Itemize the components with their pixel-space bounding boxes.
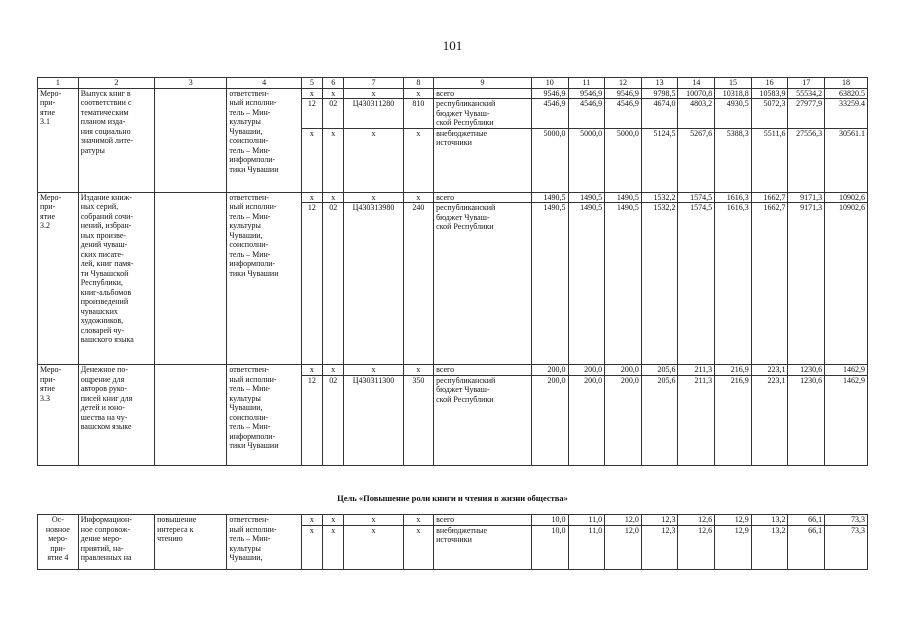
value-cell: 5511,6: [751, 128, 788, 192]
page-number: 101: [442, 38, 463, 53]
value-cell: 1490,5: [568, 192, 605, 203]
col-num: 5: [301, 78, 322, 89]
expense-type-cell: 350: [403, 375, 434, 465]
value-cell: 73,3: [825, 525, 868, 569]
value-cell: 1574,5: [678, 203, 715, 365]
value-cell: 1230,6: [788, 365, 825, 376]
value-cell: 1574,5: [678, 192, 715, 203]
value-cell: 1490,5: [605, 203, 642, 365]
value-cell: 5267,6: [678, 128, 715, 192]
grbs-cell: x: [301, 192, 322, 203]
value-cell: 205,6: [641, 375, 678, 465]
table-row: [38, 88, 868, 99]
measure-purpose: [155, 88, 227, 192]
value-cell: 66,1: [788, 525, 825, 569]
value-cell: 10902,6: [825, 203, 868, 365]
value-cell: 211,3: [678, 375, 715, 465]
value-cell: 1662,7: [751, 203, 788, 365]
section-cell: x: [323, 525, 344, 569]
value-cell: 11,0: [568, 525, 605, 569]
value-cell: 13,2: [751, 515, 788, 526]
col-num: 18: [825, 78, 868, 89]
value-cell: 12,9: [715, 515, 752, 526]
target-article-cell: x: [344, 192, 403, 203]
measure-title: Выпуск книг в соответствии с тематическим планом изда- ния социально значимой лите- ратуры: [78, 88, 154, 192]
value-cell: 4546,9: [531, 99, 568, 129]
value-cell: 13,2: [751, 525, 788, 569]
value-cell: 216,9: [715, 365, 752, 376]
target-article-cell: Ц430311300: [344, 375, 403, 465]
value-cell: 4546,9: [605, 99, 642, 129]
expense-type-cell: x: [403, 525, 434, 569]
value-cell: 4674,0: [641, 99, 678, 129]
value-cell: 200,0: [568, 375, 605, 465]
value-cell: 216,9: [715, 375, 752, 465]
measure-title: Информацион- ное сопровож- дение меро- приятий, на- правленных на: [78, 515, 154, 570]
value-cell: 1662,7: [751, 192, 788, 203]
value-cell: 30561.1: [825, 128, 868, 192]
value-cell: 200,0: [568, 365, 605, 376]
value-cell: 9171,3: [788, 192, 825, 203]
value-cell: 10,0: [531, 515, 568, 526]
value-cell: 12,3: [641, 525, 678, 569]
col-num: 7: [344, 78, 403, 89]
col-num: 12: [605, 78, 642, 89]
value-cell: 200,0: [605, 375, 642, 465]
col-num: 14: [678, 78, 715, 89]
measure-code: Меро- при- ятие 3.1: [38, 88, 79, 192]
value-cell: 33259.4: [825, 99, 868, 129]
measure-purpose: [155, 365, 227, 466]
col-num: 17: [788, 78, 825, 89]
value-cell: 211,3: [678, 365, 715, 376]
value-cell: 12,9: [715, 525, 752, 569]
section-cell: x: [323, 515, 344, 526]
target-article-cell: x: [344, 525, 403, 569]
target-article-cell: Ц430313980: [344, 203, 403, 365]
measure-code: Ос- новное меро- при- ятие 4: [38, 515, 79, 570]
section-cell: x: [323, 192, 344, 203]
goal-heading: Цель «Повышение роли книги и чтения в жизни общества»: [337, 493, 568, 503]
value-cell: 223,1: [751, 365, 788, 376]
value-cell: 1532,2: [641, 192, 678, 203]
value-cell: 12,0: [605, 525, 642, 569]
value-cell: 1490,5: [605, 192, 642, 203]
expense-type-cell: x: [403, 365, 434, 376]
col-num: 13: [641, 78, 678, 89]
target-article-cell: x: [344, 88, 403, 99]
value-cell: 1490,5: [531, 192, 568, 203]
col-num: 4: [227, 78, 301, 89]
grbs-cell: x: [301, 525, 322, 569]
measure-code: Меро- при- ятие 3.3: [38, 365, 79, 466]
section-cell: x: [323, 365, 344, 376]
value-cell: 200,0: [531, 375, 568, 465]
value-cell: 27977,9: [788, 99, 825, 129]
measure-title: Издание книж- ных серий, собраний сочи- нений, избран- ных произве- дений чуваш- ских писате- лей, книг памя- ти Чувашской Республики, книг-альбомов произведений чувашских художников, словарей чу- вашского языка: [78, 192, 154, 365]
value-cell: 9546,9: [568, 88, 605, 99]
value-cell: 4546,9: [568, 99, 605, 129]
funding-source: всего: [434, 88, 532, 99]
grbs-cell: x: [301, 128, 322, 192]
expense-type-cell: 810: [403, 99, 434, 129]
value-cell: 27556,3: [788, 128, 825, 192]
section-cell: 02: [323, 375, 344, 465]
value-cell: 5124,5: [641, 128, 678, 192]
expense-type-cell: x: [403, 192, 434, 203]
grbs-cell: 12: [301, 99, 322, 129]
value-cell: 1532,2: [641, 203, 678, 365]
col-num: 9: [434, 78, 532, 89]
grbs-cell: x: [301, 365, 322, 376]
measure-purpose: повышение интереса к чтению: [155, 515, 227, 570]
table-row: [38, 515, 868, 526]
value-cell: 11,0: [568, 515, 605, 526]
section-cell: x: [323, 128, 344, 192]
value-cell: 1490,5: [568, 203, 605, 365]
expense-type-cell: 240: [403, 203, 434, 365]
main-measure-table: [37, 514, 868, 570]
value-cell: 4803,2: [678, 99, 715, 129]
section-cell: 02: [323, 99, 344, 129]
measure-executor: ответствен- ный исполни- тель – Мин- культуры Чувашии, соисполни- тель – Мин- информполи- тики Чувашии: [227, 88, 301, 192]
grbs-cell: x: [301, 515, 322, 526]
value-cell: 73,3: [825, 515, 868, 526]
expense-type-cell: x: [403, 128, 434, 192]
value-cell: 223,1: [751, 375, 788, 465]
value-cell: 10318,8: [715, 88, 752, 99]
value-cell: 12,3: [641, 515, 678, 526]
funding-source: республиканский бюджет Чуваш- ской Республики: [434, 375, 532, 465]
measure-code: Меро- при- ятие 3.2: [38, 192, 79, 365]
value-cell: 4930,5: [715, 99, 752, 129]
funding-source: республиканский бюджет Чуваш- ской Республики: [434, 99, 532, 129]
section-cell: x: [323, 88, 344, 99]
value-cell: 12,6: [678, 515, 715, 526]
grbs-cell: 12: [301, 203, 322, 365]
grbs-cell: x: [301, 88, 322, 99]
value-cell: 63820.5: [825, 88, 868, 99]
value-cell: 55534,2: [788, 88, 825, 99]
col-num: 15: [715, 78, 752, 89]
table-row: [38, 192, 868, 203]
expense-type-cell: x: [403, 515, 434, 526]
target-article-cell: x: [344, 365, 403, 376]
value-cell: 1462,9: [825, 375, 868, 465]
expense-type-cell: x: [403, 88, 434, 99]
grbs-cell: 12: [301, 375, 322, 465]
measure-purpose: [155, 192, 227, 365]
col-num: 1: [38, 78, 79, 89]
value-cell: 1490,5: [531, 203, 568, 365]
value-cell: 1462,9: [825, 365, 868, 376]
col-num: 8: [403, 78, 434, 89]
table-row: [38, 365, 868, 376]
value-cell: 1616,3: [715, 192, 752, 203]
value-cell: 205,6: [641, 365, 678, 376]
col-num: 11: [568, 78, 605, 89]
measure-executor: ответствен- ный исполни- тель – Мин- культуры Чувашии, соисполни- тель – Мин- информполи- тики Чувашии: [227, 192, 301, 365]
value-cell: 10902,6: [825, 192, 868, 203]
funding-source: республиканский бюджет Чуваш- ской Республики: [434, 203, 532, 365]
measure-title: Денежное по- ощрение для авторов руко- писей книг для детей и юно- шества на чу- вашском языке: [78, 365, 154, 466]
value-cell: 66,1: [788, 515, 825, 526]
value-cell: 9171,3: [788, 203, 825, 365]
column-numbers-row: [38, 78, 868, 89]
value-cell: 1616,3: [715, 203, 752, 365]
measures-table: [37, 77, 868, 466]
col-num: 10: [531, 78, 568, 89]
funding-source: всего: [434, 515, 532, 526]
col-num: 2: [78, 78, 154, 89]
value-cell: 9546,9: [605, 88, 642, 99]
value-cell: 9798,5: [641, 88, 678, 99]
measure-executor: ответствен- ный исполни- тель – Мин- культуры Чувашии,: [227, 515, 301, 570]
measure-executor: ответствен- ный исполни- тель – Мин- культуры Чувашии, соисполни- тель – Мин- информполи- тики Чувашии: [227, 365, 301, 466]
funding-source: всего: [434, 365, 532, 376]
value-cell: 5388,3: [715, 128, 752, 192]
target-article-cell: x: [344, 515, 403, 526]
funding-source: внебюджетные источники: [434, 128, 532, 192]
value-cell: 12,6: [678, 525, 715, 569]
col-num: 6: [323, 78, 344, 89]
col-num: 3: [155, 78, 227, 89]
value-cell: 10070,8: [678, 88, 715, 99]
value-cell: 10583,9: [751, 88, 788, 99]
section-cell: 02: [323, 203, 344, 365]
target-article-cell: x: [344, 128, 403, 192]
value-cell: 200,0: [605, 365, 642, 376]
value-cell: 12,0: [605, 515, 642, 526]
value-cell: 10,0: [531, 525, 568, 569]
value-cell: 5000,0: [531, 128, 568, 192]
funding-source: всего: [434, 192, 532, 203]
funding-source: внебюджетные источники: [434, 525, 532, 569]
value-cell: 5000,0: [605, 128, 642, 192]
value-cell: 9546,9: [531, 88, 568, 99]
value-cell: 5072,3: [751, 99, 788, 129]
value-cell: 5000,0: [568, 128, 605, 192]
value-cell: 1230,6: [788, 375, 825, 465]
col-num: 16: [751, 78, 788, 89]
target-article-cell: Ц430311280: [344, 99, 403, 129]
value-cell: 200,0: [531, 365, 568, 376]
